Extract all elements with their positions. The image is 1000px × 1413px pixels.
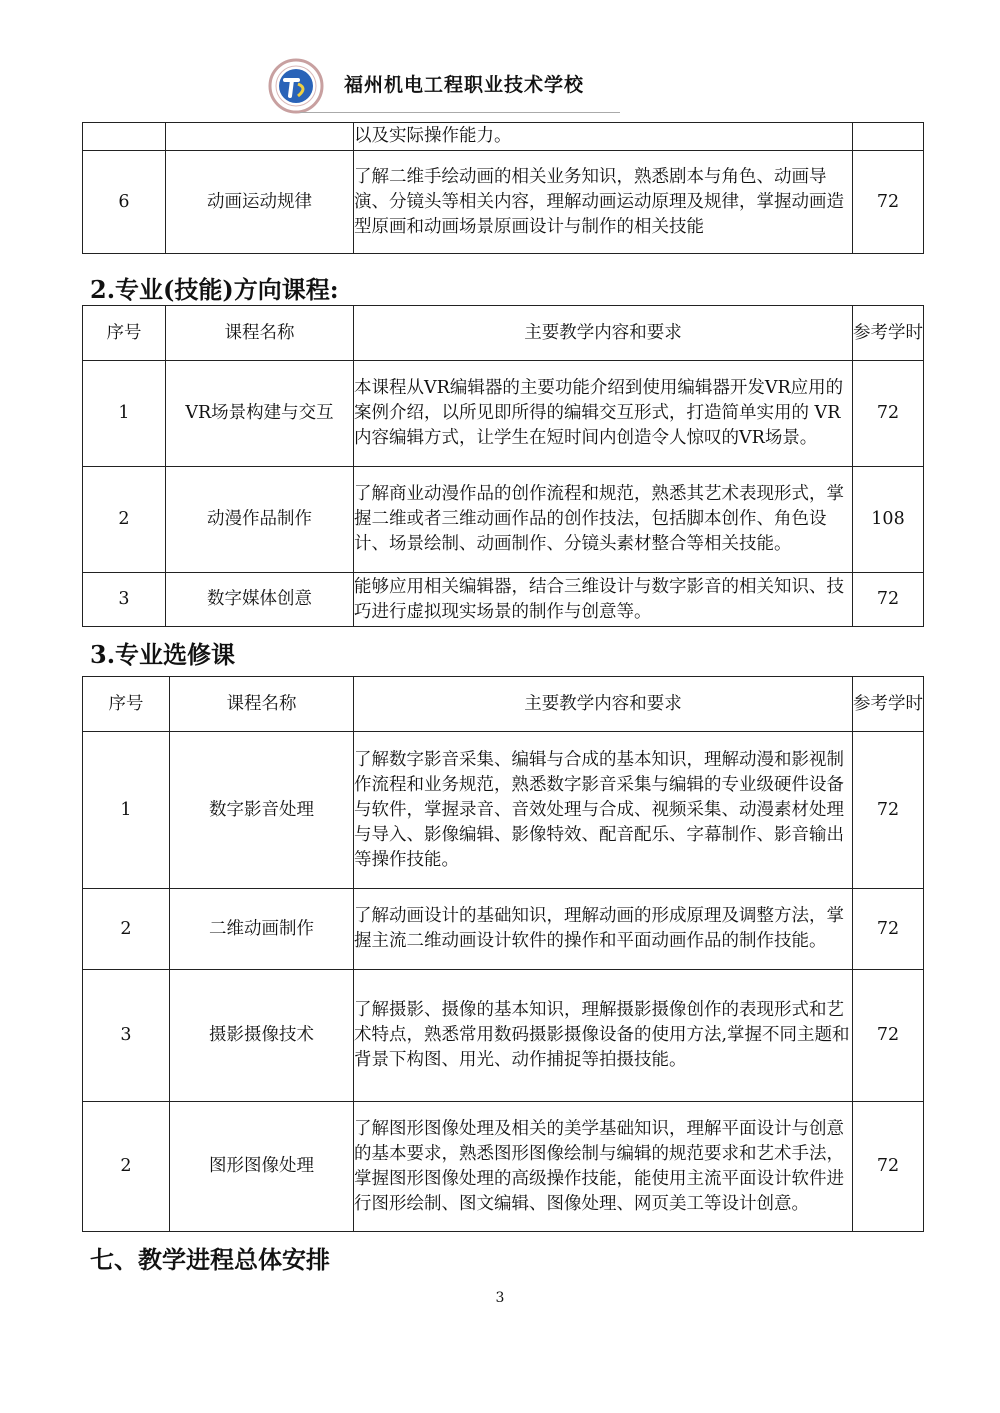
school-logo-icon <box>268 58 324 114</box>
header-hours: 参考学时 <box>853 677 924 732</box>
cell-name: 数字影音处理 <box>170 732 354 889</box>
header-name: 课程名称 <box>170 677 354 732</box>
elective-course-table <box>82 676 924 1232</box>
major-direction-course-table <box>82 305 924 627</box>
table-header-row <box>83 677 924 732</box>
cell-content: 了解动画设计的基础知识，理解动画的形成原理及调整方法，掌握主流二维动画设计软件的操作和平面动画作品的制作技能。 <box>354 889 853 970</box>
course-table-continued <box>82 122 924 254</box>
table-row <box>83 970 924 1102</box>
page-number: 3 <box>495 1290 505 1306</box>
table-row <box>83 151 924 254</box>
table-header-row <box>83 306 924 361</box>
cell-hours: 72 <box>853 151 924 254</box>
cell-hours <box>853 123 924 151</box>
header-divider <box>300 112 620 113</box>
cell-no: 2 <box>83 1102 170 1232</box>
page-header <box>0 48 1000 118</box>
cell-no: 3 <box>83 573 166 627</box>
cell-content: 了解数字影音采集、编辑与合成的基本知识，理解动漫和影视制作流程和业务规范，熟悉数字影音采集与编辑的专业级硬件设备与软件，掌握录音、音效处理与合成、视频采集、动漫素材处理与导入、影像编辑、影像特效、配音配乐、字幕制作、影音输出等操作技能。 <box>354 732 853 889</box>
section-3-title: 3.专业选修课 <box>90 640 236 669</box>
section-7-title: 七、教学进程总体安排 <box>90 1245 330 1274</box>
cell-hours: 108 <box>853 467 924 573</box>
cell-hours: 72 <box>853 1102 924 1232</box>
cell-no: 6 <box>83 151 166 254</box>
cell-hours: 72 <box>853 889 924 970</box>
school-name: 福州机电工程职业技术学校 <box>344 74 585 96</box>
cell-no: 3 <box>83 970 170 1102</box>
header-no: 序号 <box>83 306 166 361</box>
cell-no: 1 <box>83 732 170 889</box>
cell-content: 以及实际操作能力。 <box>354 123 853 151</box>
table-row <box>83 573 924 627</box>
table-row <box>83 467 924 573</box>
cell-content: 了解摄影、摄像的基本知识，理解摄影摄像创作的表现形式和艺术特点，熟悉常用数码摄影摄像设备的使用方法,掌握不同主题和背景下构图、用光、动作捕捉等拍摄技能。 <box>354 970 853 1102</box>
table-row <box>83 1102 924 1232</box>
cell-name: VR场景构建与交互 <box>166 361 354 467</box>
cell-no: 2 <box>83 889 170 970</box>
cell-name: 数字媒体创意 <box>166 573 354 627</box>
cell-content: 了解图形图像处理及相关的美学基础知识，理解平面设计与创意的基本要求，熟悉图形图像绘制与编辑的规范要求和艺术手法，掌握图形图像处理的高级操作技能，能使用主流平面设计软件进行图形绘制、图文编辑、图像处理、网页美工等设计创意。 <box>354 1102 853 1232</box>
cell-no <box>83 123 166 151</box>
section-2-title: 2.专业(技能)方向课程: <box>90 275 339 304</box>
cell-content: 本课程从VR编辑器的主要功能介绍到使用编辑器开发VR应用的案例介绍，以所见即所得的编辑交互形式，打造简单实用的 VR 内容编辑方式，让学生在短时间内创造令人惊叹的VR场景。 <box>354 361 853 467</box>
header-content: 主要教学内容和要求 <box>354 677 853 732</box>
cell-name: 二维动画制作 <box>170 889 354 970</box>
cell-name: 摄影摄像技术 <box>170 970 354 1102</box>
table-row <box>83 732 924 889</box>
table-row <box>83 889 924 970</box>
cell-name <box>166 123 354 151</box>
cell-name: 动画运动规律 <box>166 151 354 254</box>
cell-hours: 72 <box>853 970 924 1102</box>
cell-hours: 72 <box>853 361 924 467</box>
cell-hours: 72 <box>853 732 924 889</box>
table-row <box>83 123 924 151</box>
cell-name: 图形图像处理 <box>170 1102 354 1232</box>
table-row <box>83 361 924 467</box>
header-no: 序号 <box>83 677 170 732</box>
cell-no: 2 <box>83 467 166 573</box>
cell-content: 了解二维手绘动画的相关业务知识，熟悉剧本与角色、动画导演、分镜头等相关内容，理解动画运动原理及规律，掌握动画造型原画和动画场景原画设计与制作的相关技能 <box>354 151 853 254</box>
cell-content: 了解商业动漫作品的创作流程和规范，熟悉其艺术表现形式，掌握二维或者三维动画作品的创作技法，包括脚本创作、角色设计、场景绘制、动画制作、分镜头素材整合等相关技能。 <box>354 467 853 573</box>
cell-name: 动漫作品制作 <box>166 467 354 573</box>
cell-content: 能够应用相关编辑器，结合三维设计与数字影音的相关知识、技巧进行虚拟现实场景的制作与创意等。 <box>354 573 853 627</box>
header-name: 课程名称 <box>166 306 354 361</box>
header-content: 主要教学内容和要求 <box>354 306 853 361</box>
cell-no: 1 <box>83 361 166 467</box>
header-hours: 参考学时 <box>853 306 924 361</box>
cell-hours: 72 <box>853 573 924 627</box>
